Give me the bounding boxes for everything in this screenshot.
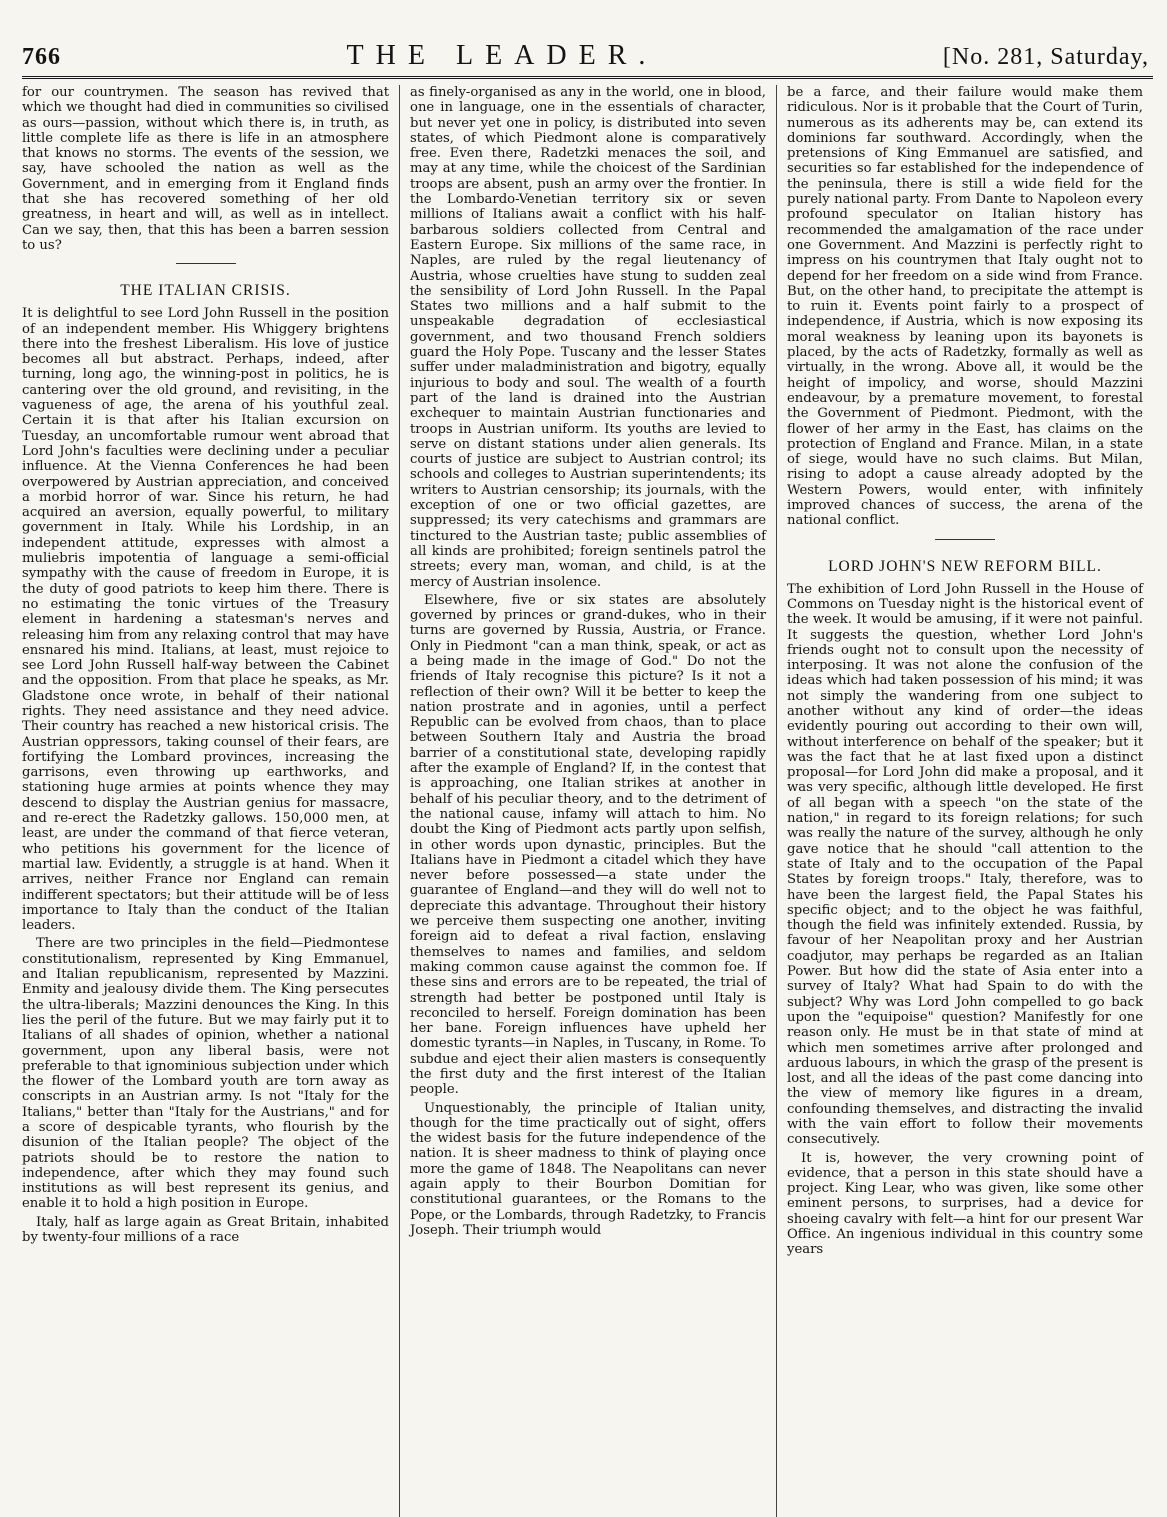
paragraph: Elsewhere, five or six states are absolutely governed by princes or grand-dukes, who in their turns are governed by Russia, Austria, or France. Only in Piedmont "can a man think, speak, or act as a being made in the image of God." Do not the friends of Italy recognise this picture? Is it not a reflection of their own? Will it be better to keep the nation prostrate and in agonies, until a perfect Republic can be evolved from chaos, than to place between Southern Italy and Austria the broad barrier of a constitutional state, developing rapidly after the example of England? If, in the contest that is approaching, one Italian strikes at another in behalf of his peculiar theory, and to the detriment of the national cause, infamy will attach to him. No doubt the King of Piedmont acts partly upon selfish, in other words upon dynastic, principles. But the Italians have in Piedmont a citadel which they have never before possessed—a state under the guarantee of England—and they will do well not to depreciate this advantage. Throughout their history we perceive them suspecting one another, inviting foreign aid to defeat a rival faction, enslaving themselves to names and families, and seldom making common cause against the common foe. If these sins and errors are to be repeated, the trial of strength had better be postponed until Italy is reconciled to herself. Foreign domination has been her bane. Foreign influences have upheld her domestic tyrants—in Naples, in Tuscany, in Rome. To subdue and eject their alien masters is consequently the first duty and the first interest of the Italian people. [410, 592, 766, 1098]
article-columns [22, 85, 1153, 1517]
column-2 [399, 85, 776, 1517]
paragraph: It is, however, the very crowning point of evidence, that a person in this state should have a project. King Lear, who was given, like some other eminent persons, to surprises, had a device for shoeing cavalry with felt—a hint for our present War Office. An ingenious individual in this country some years [787, 1150, 1143, 1258]
headline-reform-bill: LORD JOHN'S NEW REFORM BILL. [828, 557, 1102, 575]
paragraph: for our countrymen. The season has revived that which we thought had died in communities so civilised as ours—passion, without which there is, in truth, as little complete life as there is life in an atmosphere that knows no storms. The events of the session, we say, have schooled the nation as well as the Government, and in emerging from it England finds that she has recovered something of her old greatness, in heart and will, as well as in intellect. Can we say, then, that this has been a barren session to us? [22, 85, 389, 253]
paragraph: Unquestionably, the principle of Italian unity, though for the time practically out of sight, offers the widest basis for the future independence of the nation. It is sheer madness to think of playing once more the game of 1848. The Neapolitans can never again apply to their Bourbon Domitian for constitutional guarantees, or the Romans to the Pope, or the Lombards, through Radetzky, to Francis Joseph. Their triumph would [410, 1100, 766, 1238]
section-divider [176, 263, 236, 264]
paragraph: be a farce, and their failure would make them ridiculous. Nor is it probable that the Court of Turin, numerous as its adherents may be, can extend its dominions far southward. Accordingly, when the pretensions of King Emmanuel are satisfied, and securities so far established for the independence of the peninsula, there is still a wide field for the purely national party. From Dante to Napoleon every profound speculator on Italian history has recommended the amalgamation of the race under one Government. And Mazzini is perfectly right to impress on his countrymen that Italy ought not to depend for her freedom on a side wind from France. But, on the other hand, to precipitate the attempt is to ruin it. Events point fairly to a prospect of independence, if Austria, which is now exposing its moral weakness by leaning upon its bayonets is placed, by the acts of Radetzky, formally as well as virtually, in the wrong. Above all, it would be the height of impolicy, and worse, should Mazzini endeavour, by a premature movement, to forestal the Government of Piedmont. Piedmont, with the flower of her army in the East, has claims on the protection of England and France. Milan, in a state of siege, would have no such claims. But Milan, rising to adopt a cause already adopted by the Western Powers, would enter, with infinitely improved chances of success, the arena of the national conflict. [787, 85, 1143, 529]
paragraph: Italy, half as large again as Great Britain, inhabited by twenty-four millions of a race [22, 1214, 389, 1246]
paragraph: There are two principles in the field—Piedmontese constitutionalism, represented by King Emmanuel, and Italian republicanism, represented by Mazzini. Enmity and jealousy divide them. The King persecutes the ultra-liberals; Mazzini denounces the King. In this lies the peril of the future. But we may fairly put it to Italians of all shades of opinion, whether a national government, upon any liberal basis, were not preferable to that ignominious subjection under which the flower of the Lombard youth are torn away as conscripts in an Austrian army. Is not "Italy for the Italians," better than "Italy for the Austrians," and for a score of despicable tyrants, who flourish by the disunion of the Italian people? The object of the patriots should be to restore the nation to independence, after which they may found such institutions as will best represent its genius, and enable it to hold a high position in Europe. [22, 936, 389, 1212]
column-3 [776, 85, 1153, 1517]
page-number: 766 [22, 44, 61, 70]
newspaper-title: THE LEADER. [346, 40, 658, 71]
paragraph: It is delightful to see Lord John Russell in the position of an independent member. His Whiggery brightens there into the freshest Liberalism. His love of justice becomes all but abstract. Perhaps, indeed, after turning, long ago, the winning-post in politics, he is cantering over the old ground, and revisiting, in the vagueness of age, the arena of his youthful zeal. Certain it is that after his Italian excursion on Tuesday, an uncomfortable rumour went abroad that Lord John's faculties were declining under a peculiar influence. At the Vienna Conferences he had been overpowered by Austrian appreciation, and conceived a morbid horror of war. Since his return, he had acquired an aversion, equally powerful, to military government in Italy. While his Lordship, in an independent attitude, expresses with almost a muliebris impotentia of language a semi-official sympathy with the cause of freedom in Europe, it is the duty of good patriots to keep him there. There is no estimating the tonic virtues of the Treasury element in hardening a statesman's nerves and releasing him from any relaxing control that may have ensnared his mind. Italians, at least, must rejoice to see Lord John Russell half-way between the Cabinet and the opposition. From that place he speaks, as Mr. Gladstone once wrote, in behalf of their national rights. They need assistance and they need advice. Their country has reached a new historical crisis. The Austrian oppressors, taking counsel of their fears, are fortifying the Lombard provinces, increasing the garrisons, even throwing up earthworks, and stationing huge armies at points whence they may descend to display the Austrian genius for massacre, and re-erect the Radetzky gallows. 150,000 men, at least, are under the command of that fierce veteran, who petitions his government for the licence of martial law. Evidently, a struggle is at hand. When it arrives, neither France nor England can remain indifferent spectators; but their attitude will be of less importance to Italy than the conduct of the Italian leaders. [22, 306, 389, 934]
column-1 [22, 85, 399, 1517]
paragraph: as finely-organised as any in the world, one in blood, one in language, one in the essentials of character, but never yet one in policy, is distributed into seven states, of which Piedmont alone is comparatively free. Even there, Radetzki menaces the soil, and may at any time, while the choicest of the Sardinian troops are absent, push an army over the frontier. In the Lombardo-Venetian territory six or seven millions of Italians await a conflict with his half-barbarous soldiers collected from Central and Eastern Europe. Six millions of the same race, in Naples, are ruled by the regal lieutenancy of Austria, whose cruelties have stung to sudden zeal the sensibility of Lord John Russell. In the Papal States two millions and a half submit to the unspeakable degradation of ecclesiastical government, and two thousand French soldiers guard the Holy Pope. Tuscany and the lesser States suffer under maladministration and bigotry, equally injurious to body and soul. The wealth of a fourth part of the land is drained into the Austrian exchequer to maintain Austrian functionaries and troops in Austrian uniform. Its youths are levied to serve on distant stations under alien generals. Its courts of justice are subject to Austrian control; its schools and colleges to Austrian superintendents; its writers to Austrian censorship; its journals, with the exception of one or two official gazettes, are suppressed; its very catechisms and grammars are tinctured to the Austrian taste; public assemblies of all kinds are prohibited; foreign sentinels patrol the streets; every man, woman, and child, is at the mercy of Austrian insolence. [410, 85, 766, 590]
headline-italian-crisis: THE ITALIAN CRISIS. [120, 282, 291, 300]
paragraph: The exhibition of Lord John Russell in the House of Commons on Tuesday night is the historical event of the week. It would be amusing, if it were not painful. It suggests the question, whether Lord John's friends ought not to consult upon the necessity of interposing. It was not alone the confusion of the ideas which had taken possession of his mind; it was not simply the wandering from one subject to another without any kind of order—the ideas evidently pouring out according to their own will, without interference on behalf of the speaker; but it was the fact that he at last fixed upon a distinct proposal—for Lord John did make a proposal, and it was very specific, although little developed. He first of all began with a speech "on the state of the nation," in regard to its foreign relations; for such was really the nature of the survey, although he only gave notice that he should "call attention to the state of Italy and to the occupation of the Papal States by foreign troops." Italy, therefore, was to have been the largest field, the Papal States his specific object; and to the object he was faithful, though the field was infinitely extended. Russia, by favour of her Neapolitan proxy and her Austrian coadjutor, may perhaps be regarded as an Italian Power. But how did the state of Asia enter into a survey of Italy? What had Spain to do with the subject? Why was Lord John compelled to go back upon the "equipoise" question? Manifestly for one reason only. He must be in that state of mind at which men sometimes arrive after prolonged and arduous labours, in which the grasp of the present is lost, and all the ideas of the past come dancing into the view of memory like figures in a dream, confounding themselves, and distracting the invalid with the vain effort to follow their movements consecutively. [787, 581, 1143, 1148]
masthead [22, 40, 1153, 79]
issue-line: [No. 281, Saturday, [942, 44, 1149, 70]
section-divider [935, 539, 995, 540]
